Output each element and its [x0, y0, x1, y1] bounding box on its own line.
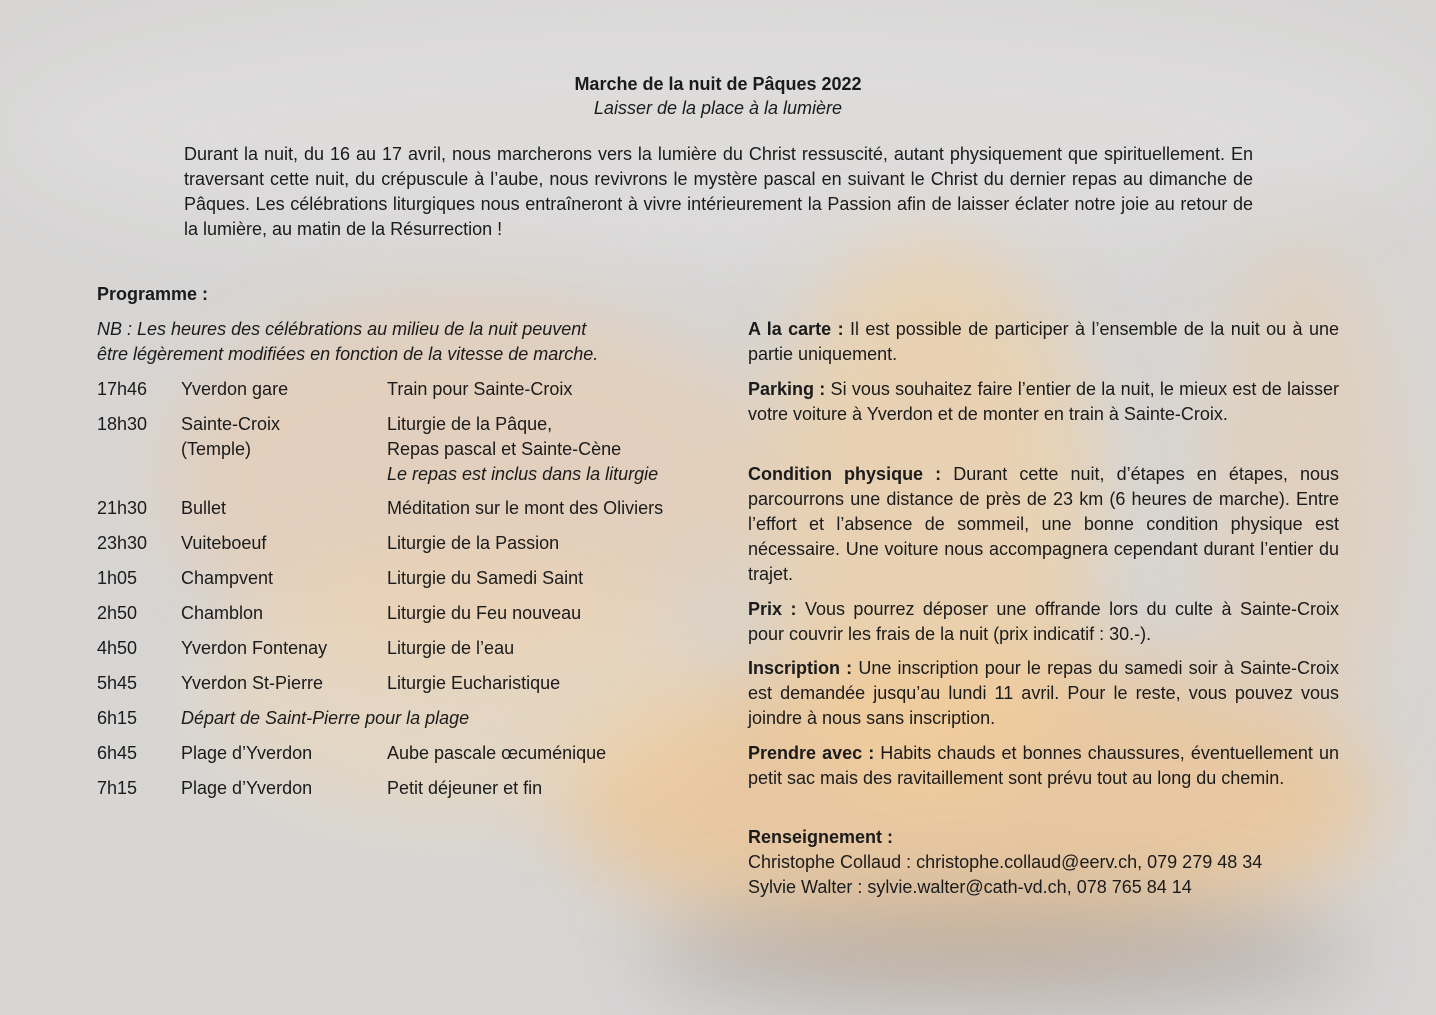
schedule-time: 6h15 — [97, 708, 138, 728]
schedule-activity: Liturgie du Samedi Saint — [387, 568, 584, 588]
schedule-activity — [387, 412, 717, 487]
schedule-place: Chamblon — [181, 603, 264, 623]
info-parking — [748, 377, 1339, 427]
schedule-time: 17h46 — [97, 379, 148, 399]
schedule-time: 6h45 — [97, 743, 138, 763]
schedule-place: Bullet — [181, 498, 227, 518]
schedule-note: Départ de Saint-Pierre pour la plage — [181, 708, 470, 728]
schedule-activity: Petit déjeuner et fin — [387, 778, 543, 798]
contact-line: Sylvie Walter : sylvie.walter@cath-vd.ch, 078 765 84 14 — [748, 877, 1192, 897]
schedule-activity: Aube pascale œcuménique — [387, 743, 607, 763]
info-label: Renseignement : — [748, 827, 894, 847]
programme-note — [97, 317, 697, 367]
schedule-activity: Liturgie du Feu nouveau — [387, 603, 582, 623]
schedule-activity-note: Le repas est inclus dans la liturgie — [387, 464, 659, 484]
schedule-activity: Liturgie Eucharistique — [387, 673, 561, 693]
info-label: A la carte : — [748, 319, 844, 339]
info-label: Parking : — [748, 379, 826, 399]
schedule-place — [181, 412, 387, 462]
page-title: Marche de la nuit de Pâques 2022 — [574, 74, 862, 94]
schedule-place: Plage d’Yverdon — [181, 743, 313, 763]
info-text: Si vous souhaitez faire l’entier de la nuit, le mieux est de laisser votre voiture à Yverdon et de monter en train à Sainte-Croix. — [748, 379, 1339, 424]
info-label: Inscription : — [748, 658, 853, 678]
info-condition — [748, 462, 1339, 587]
programme-heading: Programme : — [97, 284, 209, 304]
schedule-time: 23h30 — [97, 533, 148, 553]
info-label: Prendre avec : — [748, 743, 875, 763]
schedule-place: Yverdon gare — [181, 379, 289, 399]
programme-note-line: NB : Les heures des célébrations au milieu de la nuit peuvent — [97, 319, 587, 339]
info-text: Il est possible de participer à l’ensemble de la nuit ou à une partie uniquement. — [748, 319, 1339, 364]
schedule-time: 1h05 — [97, 568, 138, 588]
schedule-place: Yverdon St-Pierre — [181, 673, 324, 693]
info-label: Prix : — [748, 599, 797, 619]
schedule-activity: Méditation sur le mont des Oliviers — [387, 498, 664, 518]
schedule-time: 7h15 — [97, 778, 138, 798]
info-inscription — [748, 656, 1339, 731]
schedule-activity-line: Liturgie de la Pâque, — [387, 414, 553, 434]
schedule-activity-line: Repas pascal et Sainte-Cène — [387, 439, 622, 459]
schedule-place: Vuiteboeuf — [181, 533, 267, 553]
schedule-place: Plage d’Yverdon — [181, 778, 313, 798]
programme-note-line: être légèrement modifiées en fonction de la vitesse de marche. — [97, 344, 599, 364]
info-label: Condition physique : — [748, 464, 942, 484]
page-subtitle: Laisser de la place à la lumière — [593, 98, 843, 118]
schedule-time: 5h45 — [97, 673, 138, 693]
intro-paragraph: Durant la nuit, du 16 au 17 avril, nous marcherons vers la lumière du Christ ressuscité, autant physiquement que spirituellement. En traversant cette nuit, du crépuscule à l’aube, nous revivrons le mystère pascal en suivant le Christ du dernier repas au dimanche de Pâques. Les célébrations liturgiques nous entraîneront à vivre intérieurement la Passion afin de laisser éclater notre joie au retour de la lumière, au matin de la Résurrection ! — [184, 144, 1253, 239]
schedule-time: 21h30 — [97, 498, 148, 518]
contact-line: Christophe Collaud : christophe.collaud@eerv.ch, 079 279 48 34 — [748, 852, 1263, 872]
schedule-activity: Train pour Sainte-Croix — [387, 379, 573, 399]
info-prendre-avec — [748, 741, 1339, 791]
schedule-place: Champvent — [181, 568, 274, 588]
info-text: Durant cette nuit, d’étapes en étapes, nous parcourrons une distance de près de 23 km (6 heures de marche). Entre l’effort et l’absence de sommeil, une bonne condition physique est nécessaire. Une voiture nous accompagnera cependant durant l’entier du trajet. — [748, 464, 1339, 584]
schedule-time: 4h50 — [97, 638, 138, 658]
info-renseignement — [748, 825, 1339, 900]
info-text: Vous pourrez déposer une offrande lors du culte à Sainte-Croix pour couvrir les frais de la nuit (prix indicatif : 30.-). — [748, 599, 1339, 644]
schedule-place-line: (Temple) — [181, 439, 252, 459]
schedule-activity: Liturgie de l’eau — [387, 638, 515, 658]
schedule-activity: Liturgie de la Passion — [387, 533, 560, 553]
info-text: Une inscription pour le repas du samedi soir à Sainte-Croix est demandée jusqu’au lundi 11 avril. Pour le reste, vous pouvez vous joindre à nous sans inscription. — [748, 658, 1340, 728]
schedule-place: Yverdon Fontenay — [181, 638, 328, 658]
info-prix — [748, 597, 1339, 647]
info-a-la-carte — [748, 317, 1339, 367]
schedule-place-line: Sainte-Croix — [181, 414, 281, 434]
schedule-time: 2h50 — [97, 603, 138, 623]
info-text: Habits chauds et bonnes chaussures, éventuellement un petit sac mais des ravitaillement sont prévu tout au long du chemin. — [748, 743, 1339, 788]
schedule-time: 18h30 — [97, 414, 148, 434]
